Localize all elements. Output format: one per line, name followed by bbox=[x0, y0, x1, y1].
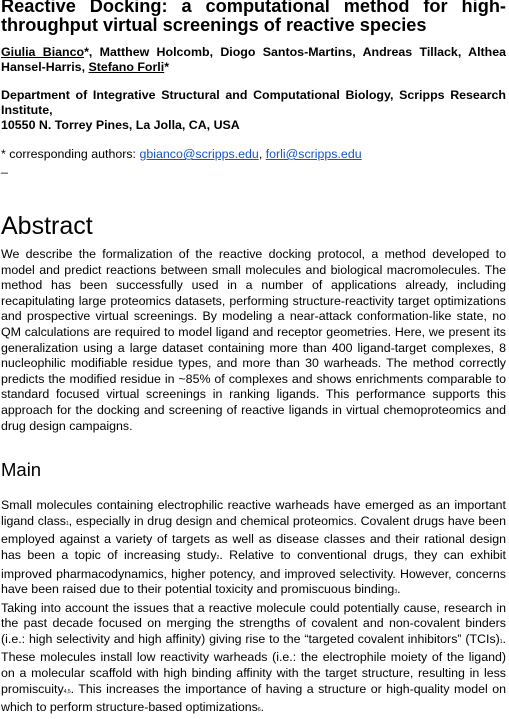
citation-ref[interactable]: 2 bbox=[216, 554, 220, 561]
paragraph-text: . These molecules install low reactivity warheads (i.e.: the electrophile moiety of the ligand) on a molecular scaffold with high binding affinity with the target structure, resulting in less promiscuity bbox=[1, 631, 506, 696]
paper-title: Reactive Docking: a computational method for high-throughput virtual screenings of reactive species bbox=[1, 0, 506, 35]
paragraph-text: Taking into account the issues that a reactive molecule could potentially cause, research in the past decade focused on merging the strengths of covalent and non-covalent binders (i.e.: high selectivity and high affinity) giving rise to the “targeted covalent inhibitors” (TCIs) bbox=[1, 600, 506, 646]
main-heading: Main bbox=[1, 459, 42, 481]
citation-ref[interactable]: 3 bbox=[394, 589, 398, 596]
corresponding-authors bbox=[1, 147, 506, 162]
paragraph-text: . bbox=[397, 582, 401, 597]
main-paragraph bbox=[1, 498, 506, 601]
paragraph-text: Small molecules containing electrophilic reactive warheads have emerged as an important ligand class bbox=[1, 498, 506, 528]
author-name: Stefano Forli bbox=[88, 60, 165, 74]
author-list-text: *, Matthew Holcomb, Diogo Santos-Martins, Andreas Tillack, Althea Hansel-Harris, bbox=[1, 45, 506, 74]
paragraph-text: . Relative to conventional drugs, they can exhibit improved pharmacodynamics, higher potency, and improved selectivity. However, concerns have been raised due to their potential toxicity and promiscuous binding bbox=[1, 547, 506, 597]
email-separator: , bbox=[258, 147, 266, 161]
abstract-text: We describe the formalization of the reactive docking protocol, a method developed to model and predict reactions between small molecules and biological macromolecules. The method has been successfully used in a number of applications already, including recapitulating large proteomics datasets, performing structure-reactivity target optimizations and prospective virtual screenings. By modeling a near-attack conformation-like state, no QM calculations are required to model ligand and receptor geometries. Here, we present its generalization using a large dataset containing more than 400 ligand-target complexes, 8 nucleophilic modifiable residue types, and more than 30 warheads. The method correctly predicts the modified residue in ~85% of complexes and shows enrichments comparable to standard focused virtual screenings in ranking ligands. This performance supports this approach for the docking and screening of reactive ligands in virtual chemoproteomics and drug design campaigns. bbox=[1, 247, 506, 433]
citation-ref[interactable]: 1 bbox=[499, 638, 503, 645]
main-paragraph bbox=[1, 601, 506, 719]
author-name: Giulia Bianco bbox=[1, 45, 85, 59]
citation-ref[interactable]: 6 bbox=[257, 707, 261, 714]
email-link[interactable]: forli@scripps.edu bbox=[265, 147, 362, 161]
citation-ref[interactable]: 4,5 bbox=[63, 688, 71, 695]
author-list bbox=[1, 45, 506, 75]
paragraph-text: . bbox=[260, 700, 265, 715]
affiliation bbox=[1, 88, 506, 133]
corresponding-label: * corresponding authors: bbox=[1, 147, 140, 161]
affiliation-line: Department of Integrative Structural and Computational Biology, Scripps Research Institute, bbox=[1, 88, 506, 117]
corresponding-mark: * bbox=[164, 60, 170, 74]
citation-ref[interactable]: 1 bbox=[65, 520, 69, 527]
trailing-mark: _ bbox=[1, 160, 8, 174]
affiliation-address: 10550 N. Torrey Pines, La Jolla, CA, USA bbox=[1, 118, 240, 132]
abstract-heading: Abstract bbox=[1, 212, 93, 240]
paragraph-text: , especially in drug design and chemical proteomics. Covalent drugs have been employed against a variety of targets as well as disease classes and their rational design has been a topic of increasing study bbox=[1, 513, 506, 562]
email-link[interactable]: gbianco@scripps.edu bbox=[139, 147, 259, 161]
paragraph-text: . This increases the importance of having a structure or high-quality model on which to perform structure-based optimizations bbox=[1, 681, 506, 715]
